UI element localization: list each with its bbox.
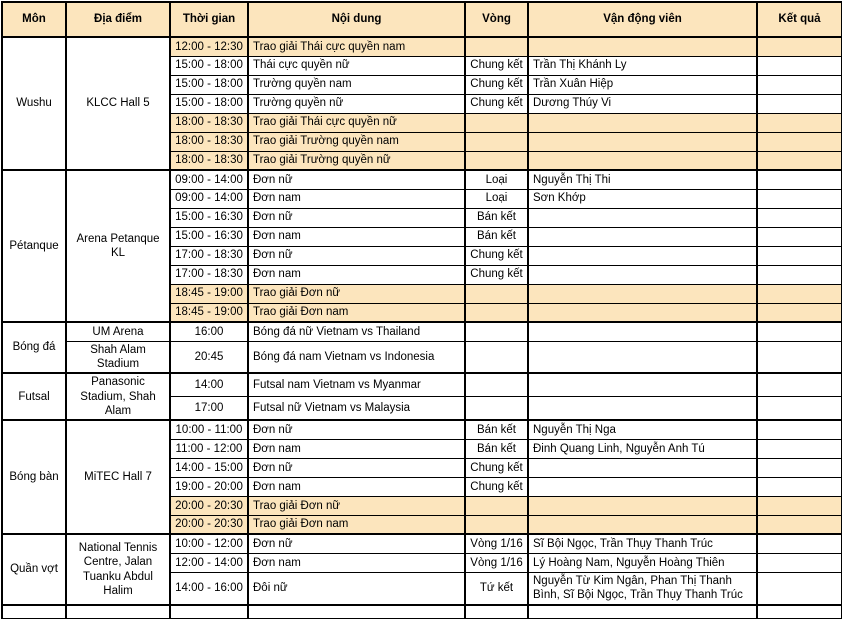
event-cell: Đơn nữ (248, 420, 465, 439)
time-cell: 17:00 (170, 397, 248, 421)
time-cell: 15:00 - 16:30 (170, 208, 248, 227)
result-cell (757, 515, 842, 534)
time-cell: 12:00 - 14:00 (170, 553, 248, 572)
column-header-3: Thời gian (170, 2, 248, 37)
result-cell (757, 373, 842, 397)
round-cell: Chung kết (465, 477, 528, 496)
athletes-cell (528, 208, 757, 227)
athletes-cell (528, 458, 757, 477)
venue-cell (66, 605, 170, 619)
time-cell: 20:00 - 20:30 (170, 515, 248, 534)
time-cell: 18:00 - 18:30 (170, 151, 248, 170)
athletes-cell: Nguyễn Từ Kim Ngân, Phan Thị Thanh Bình, Sĩ Bội Ngọc, Trần Thụy Thanh Trúc (528, 572, 757, 604)
result-cell (757, 246, 842, 265)
time-cell: 16:00 (170, 322, 248, 341)
result-cell (757, 132, 842, 151)
result-cell (757, 284, 842, 303)
athletes-cell: Trần Thị Khánh Ly (528, 56, 757, 75)
round-cell (465, 397, 528, 421)
athletes-cell: Lý Hoàng Nam, Nguyễn Hoàng Thiên (528, 553, 757, 572)
result-cell (757, 397, 842, 421)
round-cell: Bán kết (465, 420, 528, 439)
venue-cell: Panasonic Stadium, Shah Alam (66, 373, 170, 420)
result-cell (757, 477, 842, 496)
athletes-cell (528, 605, 757, 619)
time-cell: 12:00 - 12:30 (170, 37, 248, 56)
result-cell (757, 113, 842, 132)
athletes-cell (528, 397, 757, 421)
column-header-5: Vòng (465, 2, 528, 37)
round-cell: Bán kết (465, 208, 528, 227)
result-cell (757, 189, 842, 208)
athletes-cell (528, 113, 757, 132)
athletes-cell (528, 246, 757, 265)
athletes-cell (528, 284, 757, 303)
round-cell (465, 132, 528, 151)
round-cell: Vòng 1/16 (465, 534, 528, 553)
column-header-2: Địa điểm (66, 2, 170, 37)
venue-cell: Shah Alam Stadium (66, 341, 170, 373)
column-header-7: Kết quả (757, 2, 842, 37)
result-cell (757, 496, 842, 515)
table-row (2, 37, 842, 56)
result-cell (757, 75, 842, 94)
athletes-cell: Nguyễn Thị Thi (528, 170, 757, 189)
athletes-cell: Nguyễn Thị Nga (528, 420, 757, 439)
result-cell (757, 572, 842, 604)
athletes-cell (528, 151, 757, 170)
athletes-cell (528, 515, 757, 534)
time-cell: 10:00 - 12:00 (170, 534, 248, 553)
venue-cell: UM Arena (66, 322, 170, 341)
time-cell: 15:00 - 18:00 (170, 75, 248, 94)
result-cell (757, 341, 842, 373)
event-cell: Thái cực quyền nữ (248, 56, 465, 75)
result-cell (757, 170, 842, 189)
time-cell: 18:45 - 19:00 (170, 284, 248, 303)
time-cell (170, 605, 248, 619)
time-cell: 15:00 - 18:00 (170, 94, 248, 113)
round-cell: Chung kết (465, 56, 528, 75)
round-cell (465, 113, 528, 132)
sport-cell: Futsal (2, 373, 66, 420)
round-cell (465, 37, 528, 56)
athletes-cell (528, 37, 757, 56)
round-cell: Vòng 1/16 (465, 553, 528, 572)
round-cell: Bán kết (465, 227, 528, 246)
event-cell: Đơn nữ (248, 534, 465, 553)
round-cell: Chung kết (465, 75, 528, 94)
time-cell: 09:00 - 14:00 (170, 170, 248, 189)
athletes-cell: Sĩ Bội Ngọc, Trần Thụy Thanh Trúc (528, 534, 757, 553)
result-cell (757, 534, 842, 553)
event-cell: Trao giải Thái cực quyền nữ (248, 113, 465, 132)
round-cell (465, 496, 528, 515)
round-cell (465, 605, 528, 619)
round-cell: Chung kết (465, 265, 528, 284)
event-cell: Đơn nam (248, 477, 465, 496)
event-cell: Trao giải Đơn nữ (248, 284, 465, 303)
event-cell: Trao giải Trường quyền nữ (248, 151, 465, 170)
event-cell: Đơn nữ (248, 246, 465, 265)
table-row (2, 322, 842, 341)
sports-schedule-table (1, 1, 842, 619)
athletes-cell (528, 132, 757, 151)
event-cell: Trường quyền nữ (248, 94, 465, 113)
time-cell: 18:00 - 18:30 (170, 113, 248, 132)
result-cell (757, 605, 842, 619)
time-cell: 14:00 - 16:00 (170, 572, 248, 604)
athletes-cell (528, 341, 757, 373)
event-cell: Đơn nữ (248, 458, 465, 477)
athletes-cell (528, 265, 757, 284)
event-cell (248, 605, 465, 619)
event-cell: Đơn nữ (248, 170, 465, 189)
sport-cell: Quần vợt (2, 534, 66, 604)
result-cell (757, 227, 842, 246)
column-header-4: Nội dung (248, 2, 465, 37)
result-cell (757, 322, 842, 341)
time-cell: 10:00 - 11:00 (170, 420, 248, 439)
athletes-cell (528, 322, 757, 341)
event-cell: Trao giải Đơn nam (248, 515, 465, 534)
venue-cell: MiTEC Hall 7 (66, 420, 170, 534)
athletes-cell: Đinh Quang Linh, Nguyễn Anh Tú (528, 439, 757, 458)
table-row (2, 420, 842, 439)
venue-cell: National Tennis Centre, Jalan Tuanku Abdul Halim (66, 534, 170, 604)
athletes-cell (528, 373, 757, 397)
event-cell: Trao giải Đơn nữ (248, 496, 465, 515)
time-cell: 14:00 (170, 373, 248, 397)
athletes-cell: Dương Thúy Vi (528, 94, 757, 113)
event-cell: Đơn nam (248, 227, 465, 246)
event-cell: Futsal nữ Vietnam vs Malaysia (248, 397, 465, 421)
athletes-cell (528, 496, 757, 515)
round-cell: Tứ kết (465, 572, 528, 604)
round-cell (465, 303, 528, 322)
event-cell: Trao giải Trường quyền nam (248, 132, 465, 151)
venue-cell: KLCC Hall 5 (66, 37, 170, 170)
event-cell: Đôi nữ (248, 572, 465, 604)
header-row (2, 2, 842, 37)
time-cell: 17:00 - 18:30 (170, 246, 248, 265)
time-cell: 17:00 - 18:30 (170, 265, 248, 284)
event-cell: Đơn nữ (248, 208, 465, 227)
time-cell: 19:00 - 20:00 (170, 477, 248, 496)
time-cell: 14:00 - 15:00 (170, 458, 248, 477)
time-cell: 15:00 - 16:30 (170, 227, 248, 246)
round-cell (465, 322, 528, 341)
result-cell (757, 458, 842, 477)
result-cell (757, 439, 842, 458)
round-cell (465, 373, 528, 397)
event-cell: Futsal nam Vietnam vs Myanmar (248, 373, 465, 397)
time-cell: 20:45 (170, 341, 248, 373)
athletes-cell (528, 477, 757, 496)
athletes-cell: Sơn Khớp (528, 189, 757, 208)
result-cell (757, 56, 842, 75)
table-row (2, 341, 842, 373)
time-cell: 11:00 - 12:00 (170, 439, 248, 458)
round-cell: Bán kết (465, 439, 528, 458)
round-cell: Loại (465, 170, 528, 189)
sport-cell (2, 605, 66, 619)
time-cell: 09:00 - 14:00 (170, 189, 248, 208)
event-cell: Trao giải Đơn nam (248, 303, 465, 322)
round-cell: Chung kết (465, 458, 528, 477)
partial-clipped-row (2, 605, 842, 619)
event-cell: Trao giải Thái cực quyền nam (248, 37, 465, 56)
result-cell (757, 37, 842, 56)
venue-cell: Arena Petanque KL (66, 170, 170, 322)
column-header-1: Môn (2, 2, 66, 37)
athletes-cell: Trần Xuân Hiệp (528, 75, 757, 94)
round-cell (465, 151, 528, 170)
sport-cell: Bóng đá (2, 322, 66, 373)
athletes-cell (528, 303, 757, 322)
round-cell: Chung kết (465, 94, 528, 113)
result-cell (757, 265, 842, 284)
table-row (2, 373, 842, 397)
table-row (2, 534, 842, 553)
result-cell (757, 420, 842, 439)
result-cell (757, 208, 842, 227)
time-cell: 20:00 - 20:30 (170, 496, 248, 515)
round-cell: Chung kết (465, 246, 528, 265)
sport-cell: Wushu (2, 37, 66, 170)
athletes-cell (528, 227, 757, 246)
column-header-6: Vận động viên (528, 2, 757, 37)
event-cell: Đơn nam (248, 265, 465, 284)
time-cell: 18:45 - 19:00 (170, 303, 248, 322)
round-cell: Loại (465, 189, 528, 208)
result-cell (757, 303, 842, 322)
time-cell: 18:00 - 18:30 (170, 132, 248, 151)
event-cell: Đơn nam (248, 439, 465, 458)
sport-cell: Bóng bàn (2, 420, 66, 534)
time-cell: 15:00 - 18:00 (170, 56, 248, 75)
event-cell: Bóng đá nam Vietnam vs Indonesia (248, 341, 465, 373)
event-cell: Đơn nam (248, 553, 465, 572)
event-cell: Bóng đá nữ Vietnam vs Thailand (248, 322, 465, 341)
round-cell (465, 284, 528, 303)
result-cell (757, 151, 842, 170)
event-cell: Trường quyền nam (248, 75, 465, 94)
event-cell: Đơn nam (248, 189, 465, 208)
round-cell (465, 341, 528, 373)
result-cell (757, 94, 842, 113)
round-cell (465, 515, 528, 534)
table-row (2, 170, 842, 189)
sport-cell: Pétanque (2, 170, 66, 322)
result-cell (757, 553, 842, 572)
